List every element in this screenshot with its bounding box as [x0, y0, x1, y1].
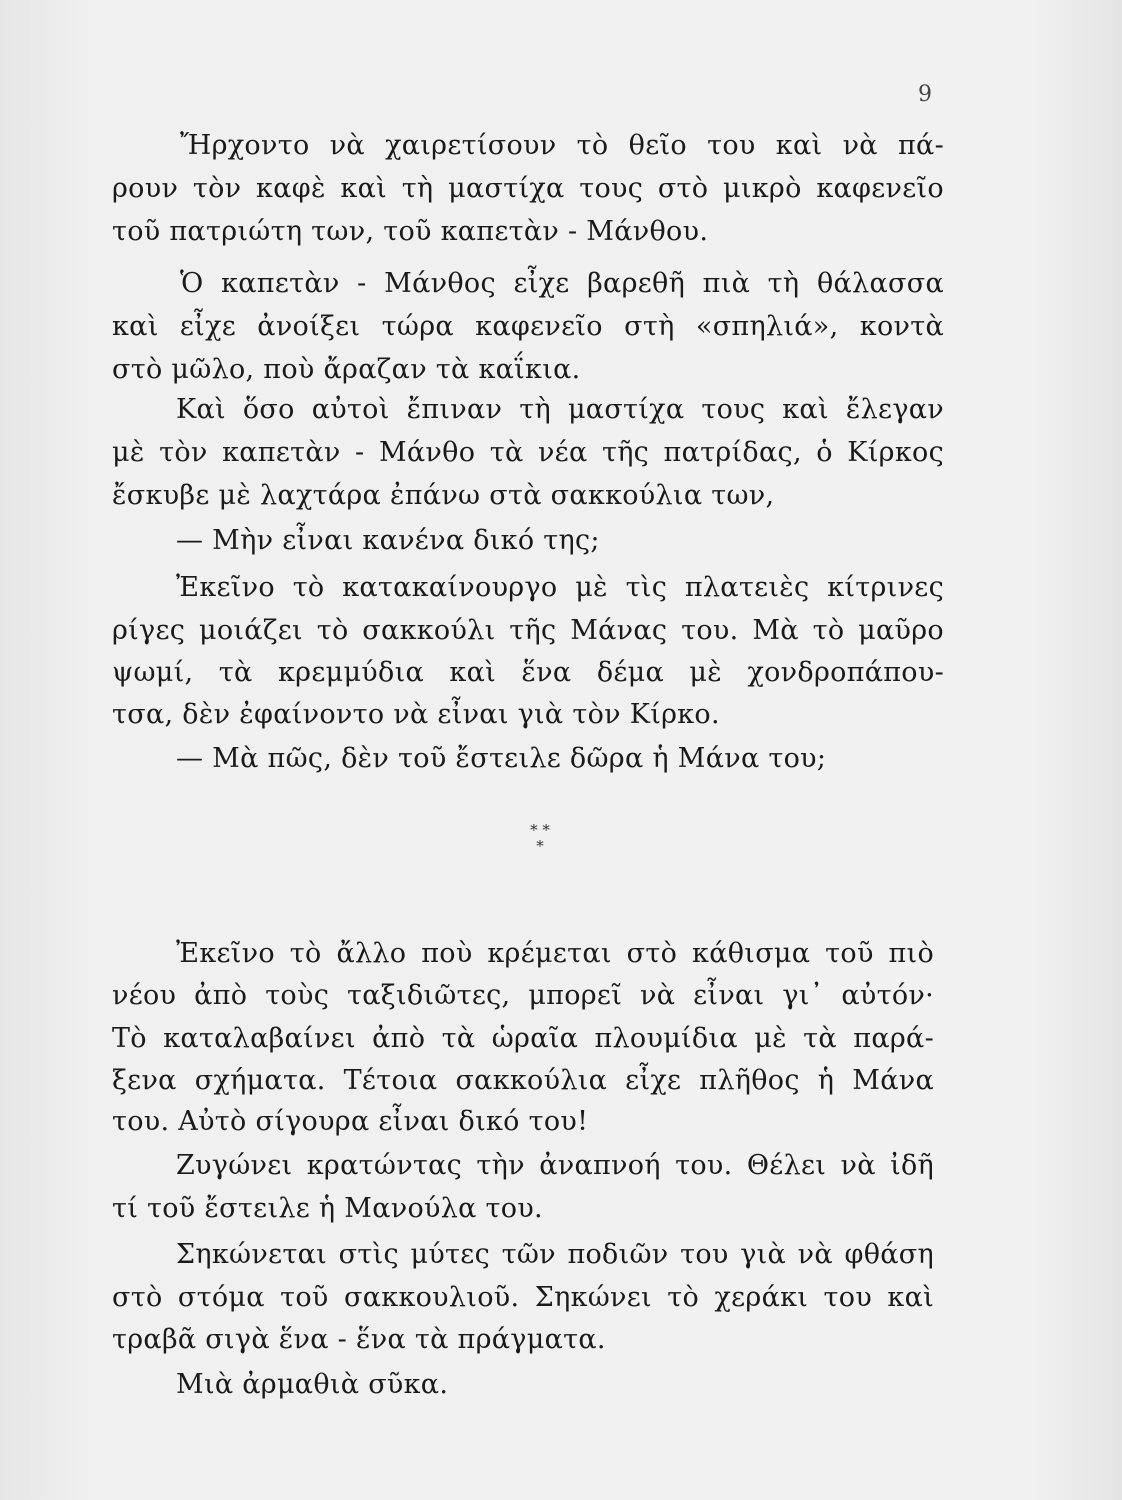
text-line: Μιὰ ἀρμαθιὰ σῦκα. [176, 1369, 449, 1400]
page-number: 9 [918, 82, 932, 107]
text-line: τί τοῦ ἔστειλε ἡ Μανούλα του. [112, 1193, 543, 1224]
section-break-top: * * [530, 821, 550, 839]
dialogue-line: — Μὴν εἶναι κανένα δικό της; [176, 525, 600, 556]
text-line: Ἐκεῖνο τὸ ἄλλο ποὺ κρέμεται στὸ κάθισμα τοῦ πιὸ [176, 938, 934, 969]
dialogue-line: — Μὰ πῶς, δὲν τοῦ ἔστειλε δῶρα ἡ Μάνα του; [176, 743, 827, 774]
text-line: Σηκώνεται στὶς μύτες τῶν ποδιῶν του γιὰ νὰ φθάση [176, 1239, 934, 1270]
text-line: Ὁ καπετὰν - Μάνθος εἶχε βαρεθῆ πιὰ τὴ θάλασσα [180, 268, 944, 299]
text-line: νέου ἀπὸ τοὺς ταξιδιῶτες, μπορεῖ νὰ εἶναι γι᾽ αὐτόν· [112, 980, 934, 1011]
text-line: Καὶ ὅσο αὐτοὶ ἔπιναν τὴ μαστίχα τους καὶ ἔλεγαν [176, 394, 944, 425]
text-line: τοῦ πατριώτη των, τοῦ καπετὰν - Μάνθου. [112, 216, 709, 247]
section-break-bottom: * [536, 837, 544, 855]
text-line: ξενα σχήματα. Τέτοια σακκούλια εἶχε πλῆθος ἡ Μάνα [112, 1065, 934, 1096]
text-line: Ἐκεῖνο τὸ κατακαίνουργο μὲ τὶς πλατειὲς κίτρινες [176, 572, 944, 603]
section-break [515, 822, 565, 854]
text-line: ἔσκυβε μὲ λαχτάρα ἐπάνω στὰ σακκούλια των, [112, 480, 775, 511]
text-line: ρίγες μοιάζει τὸ σακκούλι τῆς Μάνας του. Μὰ τὸ μαῦρο [112, 615, 944, 646]
text-line: τραβᾶ σιγὰ ἕνα - ἕνα τὰ πράγματα. [112, 1324, 606, 1355]
text-line: Ἤρχοντο νὰ χαιρετίσουν τὸ θεῖο του καὶ νὰ πά- [180, 130, 944, 161]
text-line: Ζυγώνει κρατώντας τὴν ἀναπνοή του. Θέλει νὰ ἰδῆ [176, 1150, 934, 1181]
text-line: ψωμί, τὰ κρεμμύδια καὶ ἕνα δέμα μὲ χονδροπάπου- [112, 657, 944, 688]
text-line: μὲ τὸν καπετὰν - Μάνθο τὰ νέα τῆς πατρίδας, ὁ Κίρκος [112, 437, 944, 468]
text-line: καὶ εἶχε ἀνοίξει τώρα καφενεῖο στὴ «σπηλιά», κοντὰ [112, 311, 944, 342]
text-line: του. Αὐτὸ σίγουρα εἶναι δικό του! [112, 1106, 589, 1137]
text-line: στὸ στόμα τοῦ σακκουλιοῦ. Σηκώνει τὸ χεράκι του καὶ [112, 1282, 934, 1313]
text-line: τσα, δὲν ἐφαίνοντο νὰ εἶναι γιὰ τὸν Κίρκο. [112, 699, 720, 730]
text-line: Τὸ καταλαβαίνει ἀπὸ τὰ ὡραῖα πλουμίδια μὲ τὰ παρά- [112, 1023, 934, 1054]
text-line: στὸ μῶλο, ποὺ ἄραζαν τὰ καΐκια. [112, 354, 581, 385]
text-line: ρουν τὸν καφὲ καὶ τὴ μαστίχα τους στὸ μικρὸ καφενεῖο [112, 173, 944, 204]
